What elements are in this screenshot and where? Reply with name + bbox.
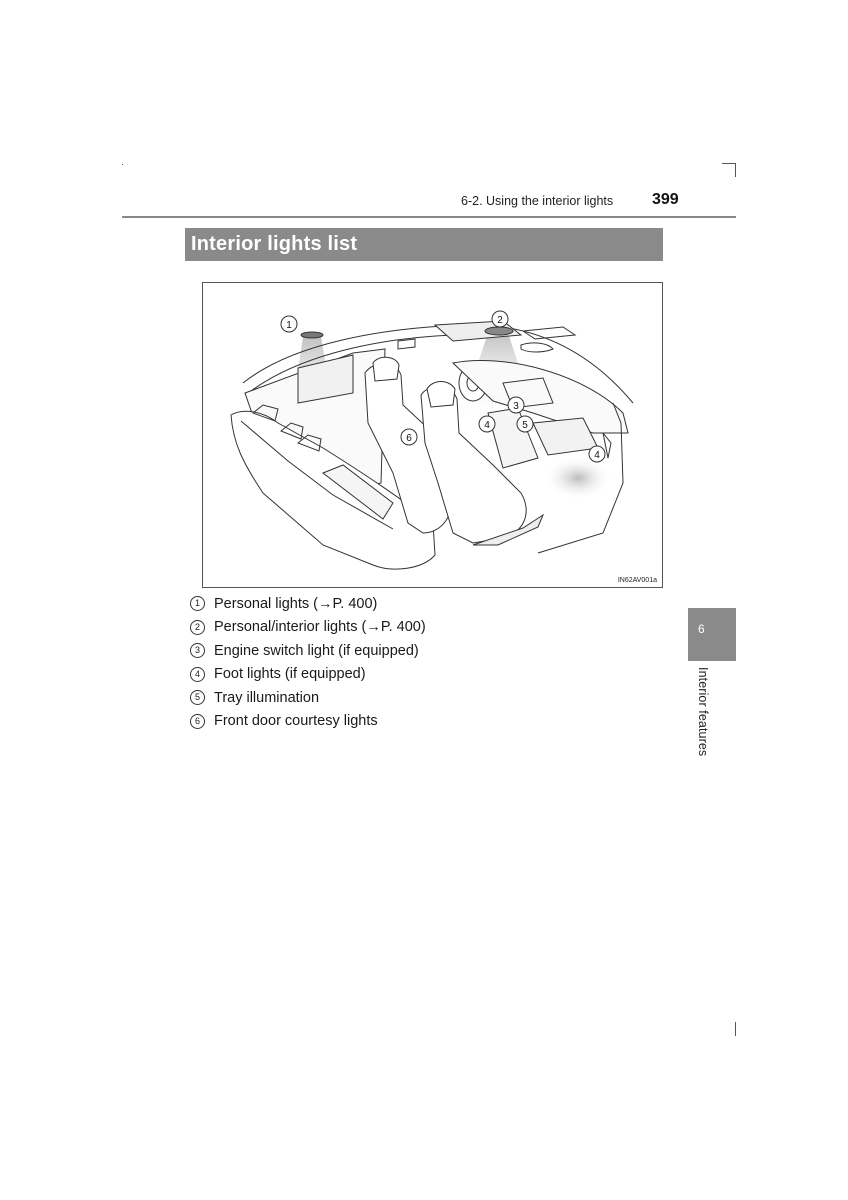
svg-text:2: 2 [497, 315, 503, 326]
page-number: 399 [652, 191, 679, 208]
legend-list [190, 592, 426, 733]
personal-light-unit [301, 332, 323, 338]
figure-code: IN62AV001a [617, 577, 657, 584]
callout-2 [492, 311, 508, 327]
callout-5 [517, 416, 533, 432]
car-interior-illustration [203, 283, 664, 589]
callout-4-right [589, 446, 605, 462]
chapter-label: Interior features [696, 667, 710, 757]
svg-text:3: 3 [513, 401, 519, 412]
legend-text: Personal/interior lights (→P. 400) [214, 619, 426, 636]
legend-text: Personal lights (→P. 400) [214, 595, 378, 612]
legend-text: Foot lights (if equipped) [214, 666, 366, 683]
chapter-number: 6 [698, 622, 705, 636]
legend-item [190, 663, 426, 687]
legend-number: 1 [190, 596, 205, 611]
chapter-tab [688, 608, 736, 661]
crop-mark-top-right-vertical [735, 163, 736, 177]
running-header: 6-2. Using the interior lights [461, 194, 614, 208]
callout-1 [281, 316, 297, 332]
crop-mark-bottom-right [735, 1022, 736, 1036]
foot-light-glow [543, 456, 613, 500]
svg-text:6: 6 [406, 433, 412, 444]
legend-number: 3 [190, 643, 205, 658]
page-title: Interior lights list [185, 228, 663, 261]
legend-item [190, 592, 426, 616]
legend-text: Engine switch light (if equipped) [214, 642, 419, 659]
crop-mark-top-right [722, 163, 736, 164]
svg-text:4: 4 [484, 420, 490, 431]
callout-3 [508, 397, 524, 413]
svg-text:1: 1 [286, 320, 292, 331]
legend-text: Front door courtesy lights [214, 713, 378, 730]
legend-number: 6 [190, 714, 205, 729]
callout-4 [479, 416, 495, 432]
interior-lights-figure [202, 282, 663, 588]
legend-number: 2 [190, 620, 205, 635]
callout-6 [401, 429, 417, 445]
header-divider [122, 216, 736, 218]
legend-number: 5 [190, 690, 205, 705]
legend-item [190, 710, 426, 734]
legend-item [190, 686, 426, 710]
rearview-mirror [521, 343, 553, 352]
legend-number: 4 [190, 667, 205, 682]
svg-text:5: 5 [522, 420, 528, 431]
legend-text: Tray illumination [214, 689, 320, 706]
legend-item [190, 639, 426, 663]
svg-text:4: 4 [594, 450, 600, 461]
legend-item [190, 616, 426, 640]
crop-mark-top-left [122, 164, 123, 165]
